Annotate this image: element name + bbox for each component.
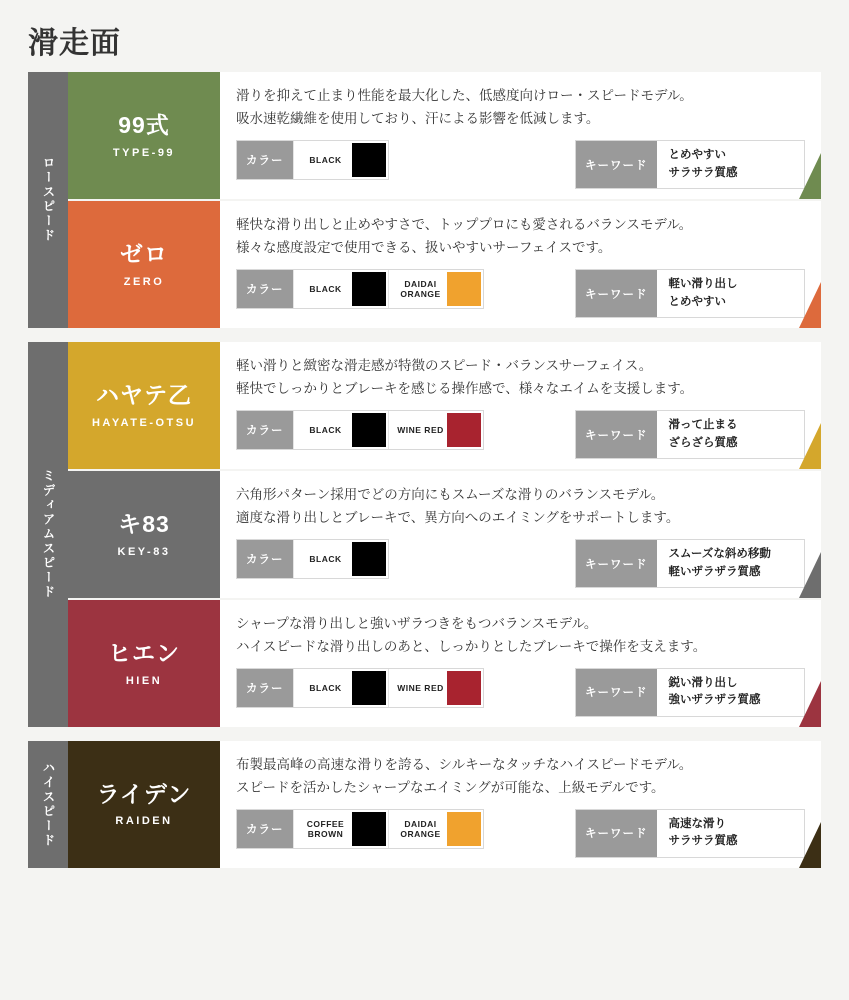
color-swatch-box bbox=[352, 272, 386, 306]
color-chip-group bbox=[236, 539, 389, 579]
speed-group-rows bbox=[68, 72, 821, 328]
color-swatch-item bbox=[388, 411, 483, 449]
keyword-line: とめやすい bbox=[668, 295, 726, 308]
model-meta-row bbox=[236, 809, 805, 858]
accent-triangle bbox=[799, 282, 821, 328]
color-swatch-item bbox=[293, 141, 388, 179]
model-description bbox=[236, 483, 805, 529]
row-accent-mark bbox=[799, 600, 821, 727]
speed-group bbox=[28, 342, 821, 727]
color-swatch-item bbox=[388, 270, 483, 308]
keyword-text bbox=[657, 810, 805, 857]
group-list bbox=[0, 72, 849, 868]
accent-triangle bbox=[799, 153, 821, 199]
row-accent-mark bbox=[799, 741, 821, 868]
model-description bbox=[236, 753, 805, 799]
color-chip-label: カラー bbox=[237, 411, 293, 449]
keyword-line: サラサラ質感 bbox=[668, 166, 738, 179]
color-swatch-item bbox=[293, 669, 388, 707]
page-title: 滑走面 bbox=[28, 27, 121, 60]
keyword-chip-label: キーワード bbox=[576, 540, 657, 587]
description-line: 適度な滑り出しとブレーキで、異方向へのエイミングをサポートします。 bbox=[236, 510, 680, 526]
keyword-line: 滑って止まる bbox=[668, 419, 738, 432]
keyword-chip-label: キーワード bbox=[576, 810, 657, 857]
color-swatch-item bbox=[293, 810, 388, 848]
speed-group-rows bbox=[68, 741, 821, 868]
speed-group bbox=[28, 72, 821, 328]
color-swatch-box bbox=[447, 413, 481, 447]
keyword-chip-group bbox=[575, 140, 805, 189]
color-swatch-label: WINE RED bbox=[397, 425, 444, 435]
model-meta-row bbox=[236, 410, 805, 459]
keyword-text bbox=[657, 411, 805, 458]
model-row bbox=[68, 342, 821, 471]
model-meta-row bbox=[236, 668, 805, 717]
color-swatch-box bbox=[447, 272, 481, 306]
model-name-jp: キ83 bbox=[118, 510, 170, 537]
model-name-en: RAIDEN bbox=[115, 815, 173, 828]
speed-group-rows bbox=[68, 342, 821, 727]
model-name-en: HIEN bbox=[125, 674, 163, 687]
keyword-line: 軽い滑り出し bbox=[668, 278, 738, 291]
color-swatch-box bbox=[447, 671, 481, 705]
model-row bbox=[68, 201, 821, 328]
color-swatch-box bbox=[352, 812, 386, 846]
color-chip-label: カラー bbox=[237, 669, 293, 707]
model-content-cell bbox=[220, 72, 821, 199]
accent-triangle bbox=[799, 822, 821, 868]
description-line: 六角形パターン採用でどの方向にもスムーズな滑りのバランスモデル。 bbox=[236, 486, 665, 502]
keyword-line: ざらざら質感 bbox=[668, 436, 738, 449]
description-line: 滑りを抑えて止まり性能を最大化した、低感度向けロー・スピードモデル。 bbox=[236, 88, 693, 103]
model-name-cell bbox=[68, 72, 220, 199]
color-swatch-label: DAIDAI ORANGE bbox=[400, 818, 441, 840]
keyword-text bbox=[657, 540, 805, 587]
color-swatch-label: DAIDAI ORANGE bbox=[400, 278, 441, 300]
row-accent-mark bbox=[799, 471, 821, 598]
description-line: 軽快な滑り出しと止めやすさで、トッププロにも愛されるバランスモデル。 bbox=[236, 216, 693, 232]
keyword-chip-label: キーワード bbox=[576, 669, 657, 716]
color-swatch-item bbox=[388, 669, 483, 707]
keyword-line: 軽いザラザラ質感 bbox=[668, 565, 761, 578]
keyword-chip-group bbox=[575, 809, 805, 858]
color-swatch-box bbox=[352, 143, 386, 177]
description-line: 様々な感度設定で使用できる、扱いやすいサーフェイスです。 bbox=[236, 240, 612, 256]
model-description bbox=[236, 354, 805, 400]
color-chip-label: カラー bbox=[237, 270, 293, 308]
color-swatch-item bbox=[293, 270, 388, 308]
keyword-line: 鋭い滑り出し bbox=[668, 677, 738, 690]
keyword-text bbox=[657, 669, 805, 716]
color-swatch-item bbox=[293, 540, 388, 578]
description-line: ハイスピードな滑り出しのあと、しっかりとしたブレーキで操作を支えます。 bbox=[236, 638, 707, 654]
keyword-line: とめやすい bbox=[668, 149, 726, 162]
color-swatch-label: BLACK bbox=[309, 425, 342, 435]
speed-group-label: ミディアムスピード bbox=[28, 342, 68, 727]
model-content-cell bbox=[220, 471, 821, 598]
model-name-cell bbox=[68, 201, 220, 328]
accent-triangle bbox=[799, 681, 821, 727]
color-swatch-box bbox=[352, 671, 386, 705]
description-line: 軽快でしっかりとブレーキを感じる操作感で、様々なエイムを支援します。 bbox=[236, 381, 694, 397]
model-name-jp: ゼロ bbox=[120, 241, 168, 268]
color-swatch-label: BLACK bbox=[309, 682, 342, 693]
model-row bbox=[68, 72, 821, 201]
keyword-chip-group bbox=[575, 539, 805, 588]
description-line: 吸水速乾繊維を使用しており、汗による影響を低減します。 bbox=[236, 111, 600, 127]
color-swatch-item bbox=[293, 411, 388, 449]
model-meta-row bbox=[236, 140, 805, 189]
speed-group-label: ハイスピード bbox=[28, 741, 68, 868]
model-name-cell bbox=[68, 741, 220, 868]
model-meta-row bbox=[236, 269, 805, 318]
model-name-cell bbox=[68, 471, 220, 598]
row-accent-mark bbox=[799, 72, 821, 199]
keyword-chip-label: キーワード bbox=[576, 270, 657, 317]
model-name-cell bbox=[68, 342, 220, 469]
model-name-en: HAYATE-OTSU bbox=[91, 416, 197, 429]
color-chip-group bbox=[236, 269, 484, 309]
color-swatch-label: BLACK bbox=[309, 284, 342, 295]
color-swatch-box bbox=[447, 812, 481, 846]
model-description bbox=[236, 213, 805, 259]
accent-triangle bbox=[799, 423, 821, 469]
keyword-line: スムーズな斜め移動 bbox=[668, 548, 771, 561]
model-content-cell bbox=[220, 342, 821, 469]
model-row bbox=[68, 471, 821, 600]
description-line: 布製最高峰の高速な滑りを誇る、シルキーなタッチなハイスピードモデル。 bbox=[236, 756, 693, 772]
color-swatch-label: BLACK bbox=[309, 553, 342, 564]
color-swatch-label: BLACK bbox=[309, 155, 342, 166]
row-accent-mark bbox=[799, 201, 821, 328]
model-name-jp: ハヤテ乙 bbox=[96, 382, 192, 409]
color-chip-group bbox=[236, 140, 389, 180]
model-row bbox=[68, 600, 821, 727]
model-name-jp: 99式 bbox=[118, 112, 170, 139]
model-content-cell bbox=[220, 201, 821, 328]
model-content-cell bbox=[220, 600, 821, 727]
speed-group bbox=[28, 741, 821, 868]
model-name-jp: ヒエン bbox=[108, 639, 180, 666]
model-name-en: ZERO bbox=[123, 275, 165, 288]
model-name-en: KEY-83 bbox=[117, 545, 171, 558]
color-chip-label: カラー bbox=[237, 141, 293, 179]
color-chip-label: カラー bbox=[237, 810, 293, 848]
color-swatch-label: WINE RED bbox=[397, 682, 444, 693]
color-chip-group bbox=[236, 809, 484, 849]
model-row bbox=[68, 741, 821, 868]
model-content-cell bbox=[220, 741, 821, 868]
speed-group-label: ロースピード bbox=[28, 72, 68, 328]
keyword-line: サラサラ質感 bbox=[668, 835, 738, 848]
model-name-jp: ライデン bbox=[96, 780, 192, 807]
keyword-chip-label: キーワード bbox=[576, 141, 657, 188]
keyword-chip-group bbox=[575, 668, 805, 717]
color-chip-group bbox=[236, 668, 484, 708]
color-chip-label: カラー bbox=[237, 540, 293, 578]
keyword-chip-group bbox=[575, 269, 805, 318]
color-swatch-item bbox=[388, 810, 483, 848]
model-name-en: TYPE-99 bbox=[112, 146, 176, 159]
keyword-chip-label: キーワード bbox=[576, 411, 657, 458]
description-line: スピードを活かしたシャープなエイミングが可能な、上級モデルです。 bbox=[236, 779, 665, 795]
model-meta-row bbox=[236, 539, 805, 588]
keyword-text bbox=[657, 270, 805, 317]
keyword-line: 強いザラザラ質感 bbox=[668, 694, 761, 707]
row-accent-mark bbox=[799, 342, 821, 469]
keyword-line: 高速な滑り bbox=[668, 818, 726, 831]
color-swatch-box bbox=[352, 413, 386, 447]
accent-triangle bbox=[799, 552, 821, 598]
description-line: シャープな滑り出しと強いザラつきをもつバランスモデル。 bbox=[236, 615, 598, 631]
keyword-text bbox=[657, 141, 805, 188]
keyword-chip-group bbox=[575, 410, 805, 459]
model-description bbox=[236, 84, 805, 130]
model-name-cell bbox=[68, 600, 220, 727]
color-chip-group bbox=[236, 410, 484, 450]
model-description bbox=[236, 612, 805, 658]
color-swatch-box bbox=[352, 542, 386, 576]
description-line: 軽い滑りと緻密な滑走感が特徴のスピード・バランスサーフェイス。 bbox=[236, 357, 653, 373]
color-swatch-label: COFFEE BROWN bbox=[306, 818, 345, 840]
